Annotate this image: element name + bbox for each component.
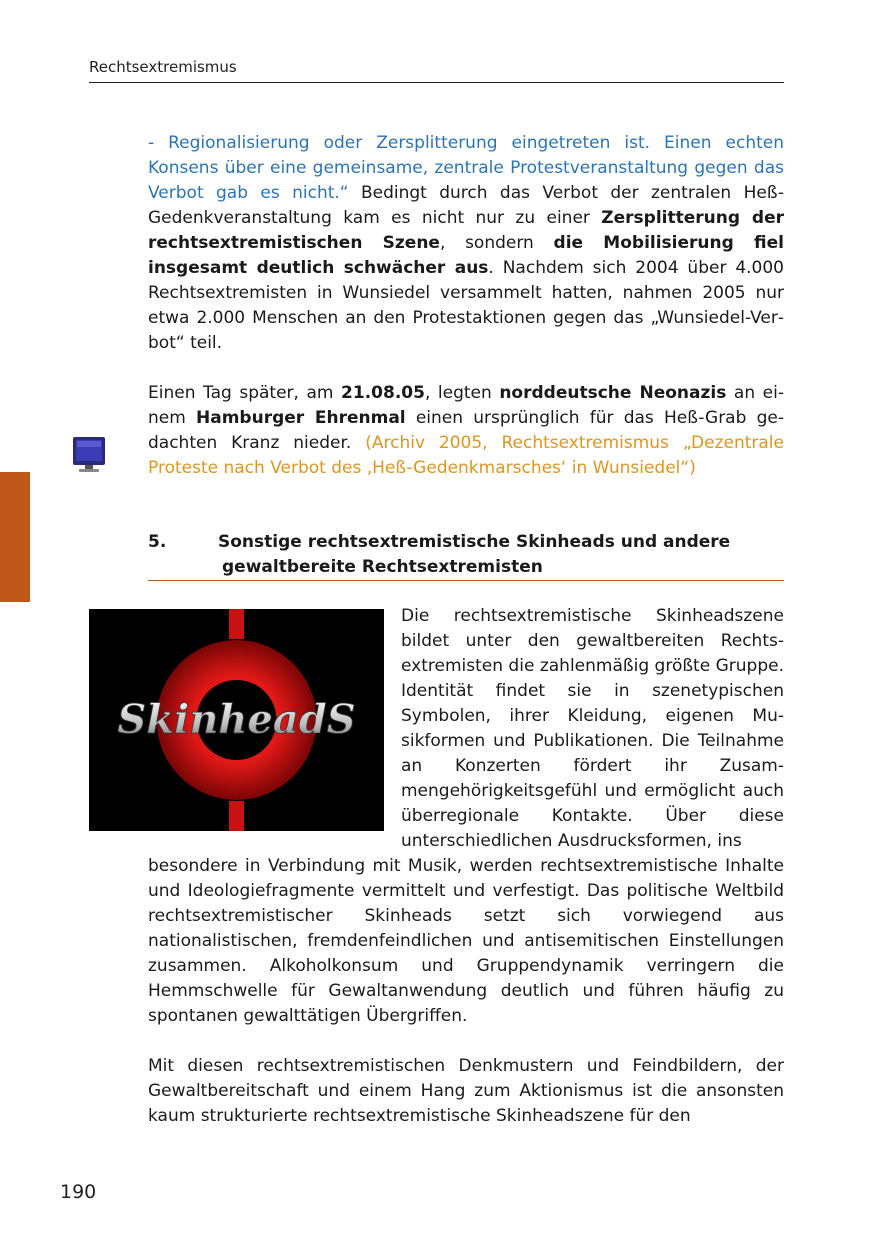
section-title-line2: gewaltbereite Rechtsextremisten (222, 557, 543, 577)
bold-phrase: norddeutsche Neonazis (499, 383, 727, 403)
bold-phrase: Hamburger Ehrenmal (196, 408, 406, 428)
bold-phrase: Zersplitterung der rechtsextremistischen Szene (148, 208, 784, 253)
paragraph-wunsiedel: - Regionalisierung oder Zersplitterung eingetreten ist. Einen echten Konsens über eine gemeinsame, zentrale Protestveranstaltung gegen das Verbot gab es nicht.“ Bedingt durch das Verbot der zentralen Heß-Gedenkveranstaltung kam es nicht nur zu einer Zersplitterung der rechtsextremistischen Szene, sondern die Mobilisierung fiel insgesamt deutlich schwächer aus. Nachdem sich 2004 über 4.000 Rechtsextremisten in Wunsiedel versammelt hatten, nahmen 2005 nur etwa 2.000 Menschen an den Protestaktionen gegen das „Wunsiedel-Verbot“ teil. (148, 133, 784, 353)
archive-link[interactable]: (Archiv 2005, Rechtsextremismus „Dezentrale Proteste nach Verbot des ‚Heß-Gedenkmarsches‘ in Wunsiedel“) (148, 433, 784, 478)
section-rule (148, 580, 784, 581)
section-number: 5. (148, 532, 167, 552)
paragraph-skinheads-wrapped: Die rechtsextremistische Skinheadszene bildet unter den gewaltbereiten Rechtsextremisten die zahlenmäßig größte Gruppe. Identität findet sie in szenetypischen Symbolen, ihrer Kleidung, eigenen Musikformen und Publikationen. Die Teilnahme an Konzerten fördert ihr Zusammengehörigkeitsgefühl und ermöglicht auch überregionale Kontakte. Über diese unterschiedlichen Ausdrucksformen, ins (401, 606, 784, 851)
running-header: Rechtsextremismus (89, 58, 237, 76)
paragraph-hamburg: Einen Tag später, am 21.08.05, legten norddeutsche Neonazis an einem Hamburger Ehrenmal einen ursprünglich für das Heß-Grab gedachten Kranz nieder. (Archiv 2005, Rechtsextremismus „Dezentrale Proteste nach Verbot des ‚Heß-Gedenkmarsches‘ in Wunsiedel“) (148, 383, 784, 478)
paragraph-denkmuster: Mit diesen rechtsextremistischen Denkmustern und Feindbildern, der Gewaltbereitschaft und einem Hang zum Aktionismus ist die ansonsten kaum strukturierte rechtsextremistische Skinheadszene für den (148, 1056, 784, 1126)
bold-phrase: die Mobilisierung fiel insgesamt deutlich schwächer aus (148, 233, 784, 278)
computer-monitor-icon[interactable] (72, 436, 106, 474)
chapter-tab-marker (0, 472, 30, 602)
paragraph-skinheads-continued: besondere in Verbindung mit Musik, werden rechtsextremistische Inhalte und Ideologiefragmente vermittelt und verfestigt. Das politische Weltbild rechtsextremistischer Skinheads setzt sich vorwiegend aus nationalistischen, fremdenfeindlichen und antisemitischen Einstellungen zusammen. Alkoholkonsum und Gruppendynamik verringern die Hemmschwelle für Gewaltanwendung deutlich und führen häufig zu spontanen gewalttätigen Übergriffen. (148, 856, 784, 1026)
bold-date: 21.08.05 (341, 383, 425, 403)
header-rule (89, 82, 784, 83)
section-title-line1: Sonstige rechtsextremistische Skinheads und andere (218, 532, 731, 552)
page-number: 190 (60, 1181, 97, 1203)
quote-text: - Regionalisierung oder Zersplitterung eingetreten ist. Einen echten Konsens über eine gemeinsame, zentrale Protestveranstaltung gegen das Verbot gab es nicht.“ (148, 133, 784, 203)
logo-text: SkinheadS (117, 696, 356, 743)
skinheads-logo-image (89, 609, 384, 831)
